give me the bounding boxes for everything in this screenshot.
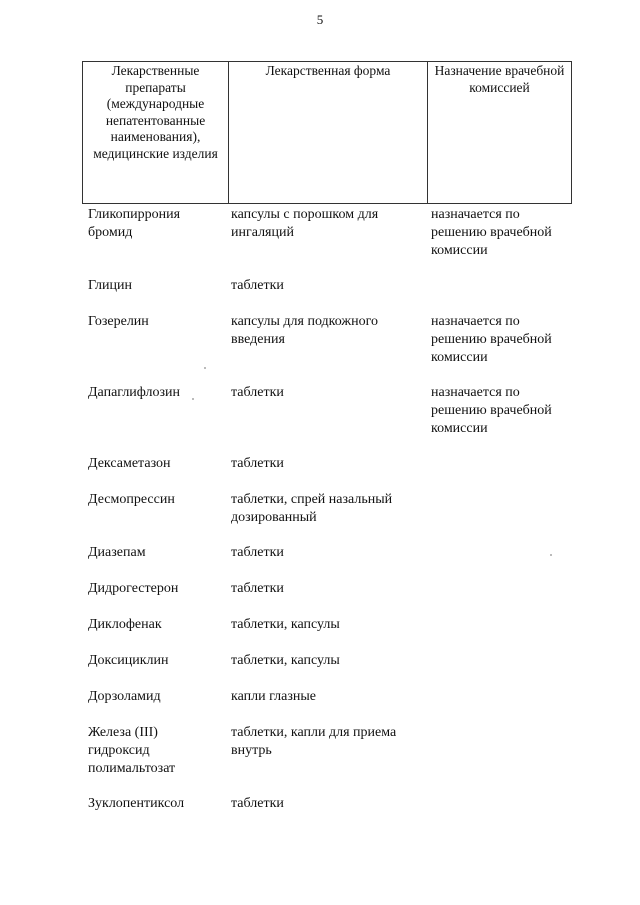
- dosage-form: таблетки, спрей назальный дозированный: [231, 492, 393, 525]
- drug-name: Диклофенак: [88, 617, 162, 632]
- drug-name: Диазепам: [88, 545, 146, 560]
- drug-name: Дидрогестерон: [88, 581, 179, 596]
- scan-speck: [204, 367, 206, 369]
- dosage-form: таблетки: [231, 456, 284, 471]
- dosage-form: таблетки, капсулы: [231, 653, 340, 668]
- drug-name: Глицин: [88, 278, 132, 293]
- drug-name: Зуклопентиксол: [88, 796, 185, 811]
- drug-name: Гозерелин: [88, 314, 149, 329]
- dosage-form: таблетки: [231, 545, 284, 560]
- header-commission: Назначение врачебной комиссией: [434, 63, 565, 95]
- dosage-form: капсулы с порошком для ингаляций: [231, 207, 379, 240]
- dosage-form: капли глазные: [231, 689, 316, 704]
- scan-speck: [550, 554, 552, 556]
- header-dosage-form: Лекарственная форма: [229, 62, 428, 203]
- commission-note: назначается по решению врачебной комиссии: [431, 314, 552, 365]
- drug-name: Железа (III) гидроксид полимальтозат: [88, 725, 176, 776]
- commission-note: назначается по решению врачебной комиссии: [431, 207, 552, 258]
- dosage-form: капсулы для подкожного введения: [231, 314, 378, 347]
- dosage-form: таблетки: [231, 385, 284, 400]
- drug-name: Дорзоламид: [88, 689, 161, 704]
- drug-name: Доксициклин: [88, 653, 169, 668]
- header-drug-name: Лекарственные препараты (международные непатентованные наименования), медицинские изделия: [83, 62, 229, 203]
- drug-name: Гликопиррония бромид: [88, 207, 181, 240]
- drug-name: Дапаглифлозин: [88, 385, 181, 400]
- dosage-form: таблетки, капсулы: [231, 617, 340, 632]
- scan-speck: [192, 398, 194, 400]
- page-number: 5: [316, 12, 324, 27]
- drug-name: Десмопрессин: [88, 492, 175, 507]
- table-header: [82, 61, 572, 204]
- drug-name: Дексаметазон: [88, 456, 171, 471]
- commission-note: назначается по решению врачебной комиссии: [431, 385, 552, 436]
- dosage-form: таблетки, капли для приема внутрь: [231, 725, 397, 758]
- dosage-form: таблетки: [231, 581, 284, 596]
- dosage-form: таблетки: [231, 796, 284, 811]
- dosage-form: таблетки: [231, 278, 284, 293]
